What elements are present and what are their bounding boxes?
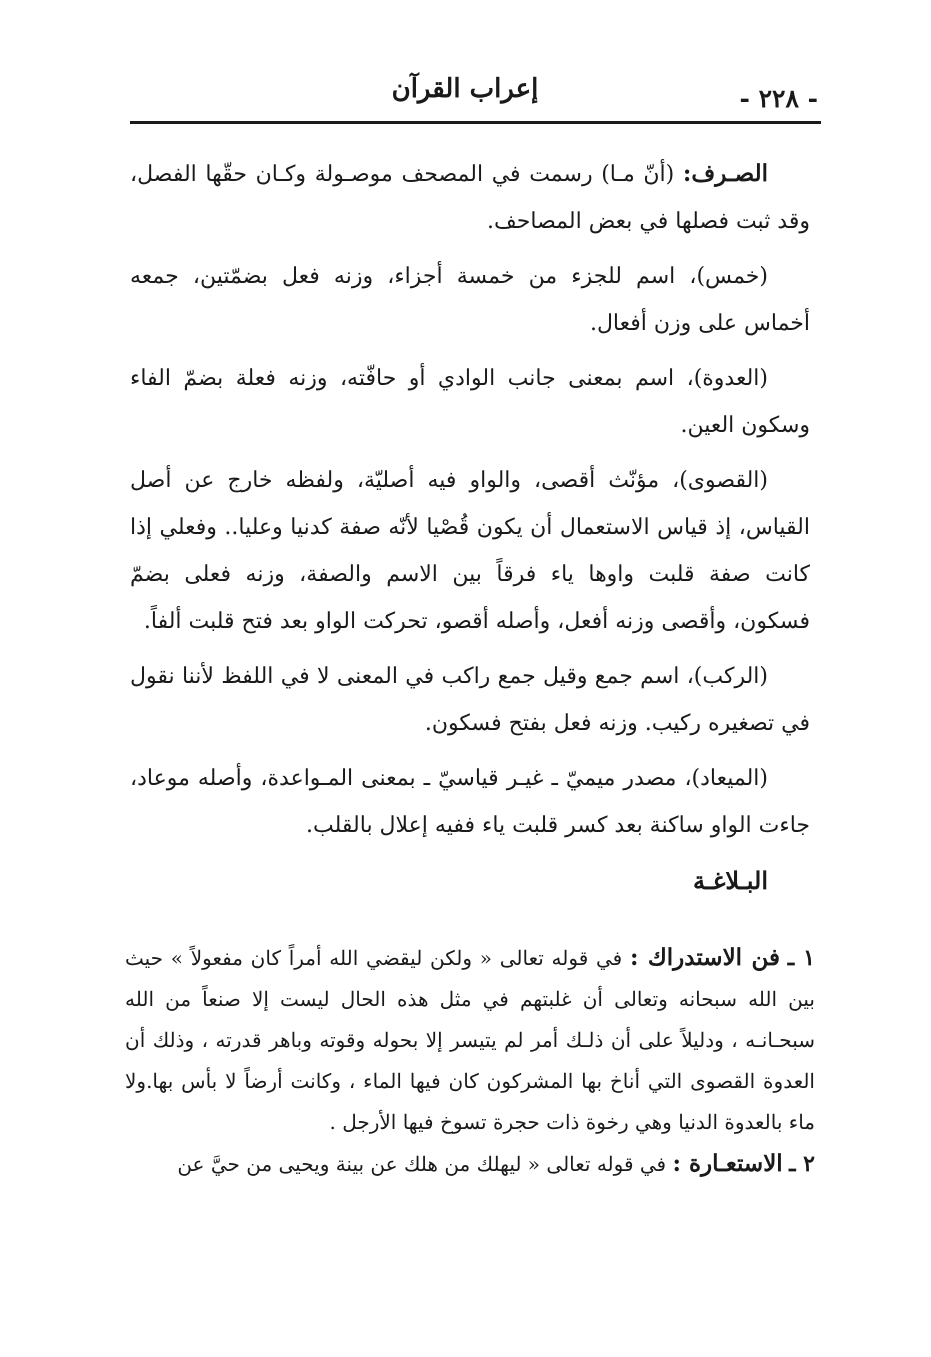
sarf-paragraph-3: (العدوة)، اسم بمعنى جانب الوادي أو حافّته، وزنه فعلة بضمّ الفاء وسكون العين.: [130, 366, 810, 438]
balagha-heading: البـلاغـة: [692, 866, 768, 895]
balagha-item-text: في قوله تعالى « ولكن ليقضي الله أمراً كان مفعولاً » حيث بين الله سبحانه وتعالى أن غلبتهم في مثل هذه الحال ليست إلا صنعاً من الله سبحـانـه ، ودليلاً على أن ذلـك أمر لم يتيسر إلا بحوله وقوته وباهر قدرته ، وذلك أن العدوة القصوى التي أناخ بها المشركون كان فيها الماء ، وكانت أرضاً لا بأس بها.ولا ماء بالعدوة الدنيا وهي رخوة ذات حجرة تسوخ فيها الأرجل .: [125, 946, 815, 1134]
balagha-item-title: فن الاستدراك :: [629, 944, 780, 971]
sarf-paragraph-2: (خمس)، اسم للجزء من خمسة أجزاء، وزنه فعل بضمّتين، جمعه أخماس على وزن أفعال.: [130, 264, 810, 336]
sarf-heading: الصـرف:: [682, 160, 769, 187]
sarf-section: [130, 150, 810, 912]
sarf-paragraph-1-text: (أنّ مـا) رسمت في المصحف موصـولة وكـان حقّها الفصل، وقد ثبت فصلها في بعض المصاحف.: [130, 162, 810, 234]
header-rule: [130, 121, 821, 124]
page-number: - ٢٢٨ -: [739, 84, 818, 113]
balagha-section: [125, 937, 815, 1185]
balagha-item-1: [125, 937, 815, 1143]
balagha-item-number: ١ ـ: [787, 945, 815, 971]
balagha-item-2: [125, 1143, 815, 1185]
sarf-paragraph-5: (الركب)، اسم جمع وقيل جمع راكب في المعنى لا في اللفظ لأننا نقول في تصغيره ركيب. وزنه فعل بفتح فسكون.: [130, 664, 810, 736]
sarf-paragraph-1: [130, 150, 810, 245]
sarf-paragraph-6: (الميعاد)، مصدر ميميّ ـ غيـر قياسيّ ـ بمعنى المـواعدة، وأصله موعاد، جاءت الواو ساكنة بعد كسر قلبت ياء ففيه إعلال بالقلب.: [130, 766, 810, 838]
page-header: [130, 70, 820, 113]
book-title: إعراب القرآن: [391, 74, 539, 104]
balagha-item-text: في قوله تعالى « ليهلك من هلك عن بينة ويحيى من حيَّ عن: [177, 1152, 667, 1176]
balagha-item-number: ٢ ـ: [789, 1151, 815, 1177]
balagha-item-title: الاستعـارة :: [672, 1150, 783, 1177]
sarf-paragraph-4: (القصوى)، مؤنّث أقصى، والواو فيه أصليّة، ولفظه خارج عن أصل القياس، إذ قياس الاستعمال أن يكون قُصْيا لأنّه صفة كدنيا وعليا.. وفعلي إذا كانت صفة قلبت واوها ياء فرقاً بين الاسم والصفة، وزنه فعلى بضمّ فسكون، وأقصى وزنه أفعل، وأصله أقصو، تحركت الواو بعد فتح قلبت ألفاً.: [130, 468, 810, 634]
